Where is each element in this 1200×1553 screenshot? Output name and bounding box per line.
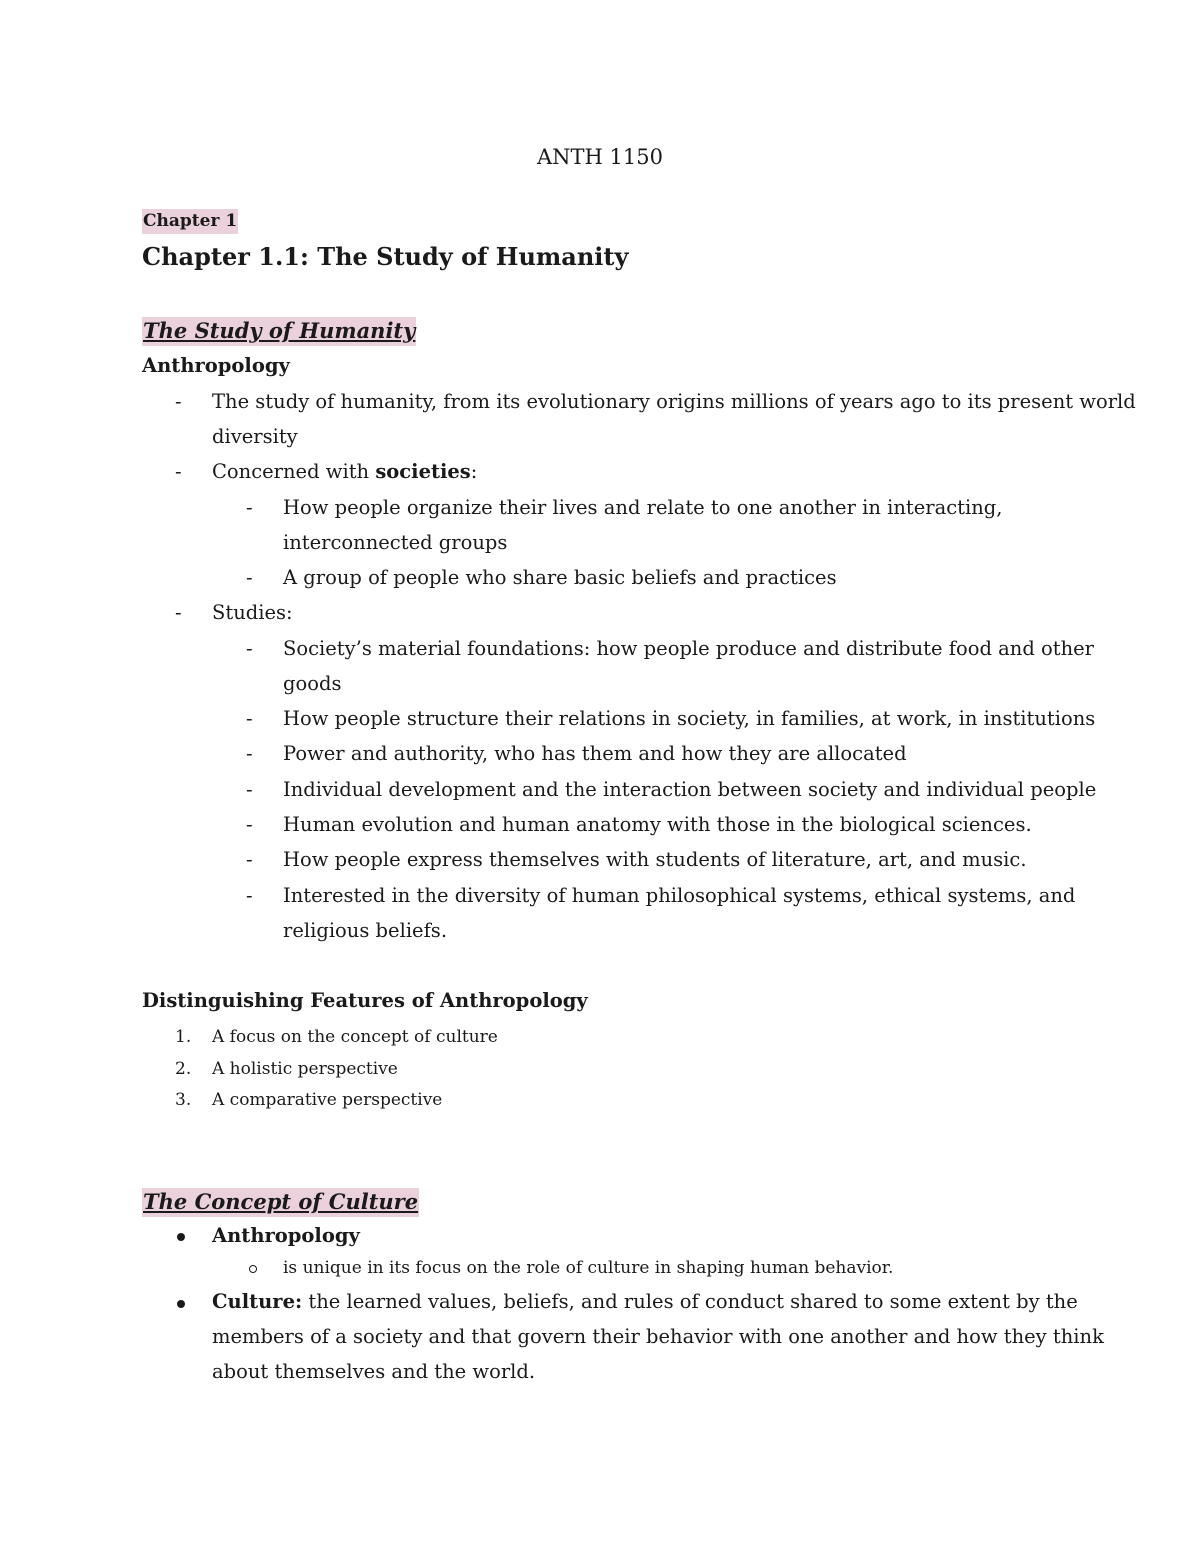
list-number: 2. bbox=[175, 1059, 192, 1079]
section-heading-concept-of-culture: The Concept of Culture bbox=[142, 1188, 419, 1217]
dash-bullet: - bbox=[175, 390, 182, 413]
section-heading-study-of-humanity: The Study of Humanity bbox=[142, 317, 416, 346]
feature-item: A comparative perspective bbox=[212, 1090, 443, 1110]
feature-item: A focus on the concept of culture bbox=[212, 1027, 498, 1047]
bullet-ring-icon bbox=[249, 1265, 257, 1273]
dash-bullet: - bbox=[246, 496, 253, 519]
chapter-tag: Chapter 1 bbox=[142, 209, 238, 234]
dash-bullet: - bbox=[175, 460, 182, 483]
societies-item: A group of people who share basic beliefs and practices bbox=[283, 566, 837, 589]
culture-definition-line: Culture: the learned values, beliefs, and rules of conduct shared to some extent by the bbox=[212, 1290, 1078, 1313]
studies-item: religious beliefs. bbox=[283, 919, 448, 942]
studies-item: goods bbox=[283, 672, 342, 695]
bullet-dot-icon bbox=[177, 1233, 185, 1241]
definition-line: diversity bbox=[212, 425, 298, 448]
societies-item: How people organize their lives and relate to one another in interacting, bbox=[283, 496, 1003, 519]
studies-item: Power and authority, who has them and how they are allocated bbox=[283, 742, 907, 765]
studies-item: How people structure their relations in society, in families, at work, in institutions bbox=[283, 707, 1096, 730]
dash-bullet: - bbox=[246, 566, 253, 589]
studies-item: How people express themselves with students of literature, art, and music. bbox=[283, 848, 1027, 871]
dash-bullet: - bbox=[246, 637, 253, 660]
dash-bullet: - bbox=[246, 813, 253, 836]
culture-definition-line: members of a society and that govern their behavior with one another and how they think bbox=[212, 1325, 1104, 1348]
chapter-heading: Chapter 1.1: The Study of Humanity bbox=[142, 242, 629, 271]
dash-bullet: - bbox=[246, 884, 253, 907]
list-number: 1. bbox=[175, 1027, 192, 1047]
dash-bullet: - bbox=[246, 778, 253, 801]
studies-item: Human evolution and human anatomy with those in the biological sciences. bbox=[283, 813, 1032, 836]
definition-line: The study of humanity, from its evolutionary origins millions of years ago to its present world bbox=[212, 390, 1136, 413]
feature-item: A holistic perspective bbox=[212, 1059, 398, 1079]
dash-bullet: - bbox=[246, 848, 253, 871]
studies-item: Interested in the diversity of human philosophical systems, ethical systems, and bbox=[283, 884, 1076, 907]
dash-bullet: - bbox=[246, 707, 253, 730]
concerned-with-line: Concerned with societies: bbox=[212, 460, 478, 483]
studies-item: Society’s material foundations: how people produce and distribute food and other bbox=[283, 637, 1094, 660]
bullet-anthropology-label: Anthropology bbox=[212, 1224, 360, 1247]
societies-item: interconnected groups bbox=[283, 531, 508, 554]
studies-label: Studies: bbox=[212, 601, 293, 624]
course-title: ANTH 1150 bbox=[537, 145, 663, 169]
culture-definition-line: about themselves and the world. bbox=[212, 1360, 536, 1383]
subheading-anthropology: Anthropology bbox=[142, 354, 290, 377]
dash-bullet: - bbox=[175, 601, 182, 624]
studies-item: Individual development and the interaction between society and individual people bbox=[283, 778, 1097, 801]
bullet-dot-icon bbox=[177, 1300, 185, 1308]
list-number: 3. bbox=[175, 1090, 192, 1110]
features-heading: Distinguishing Features of Anthropology bbox=[142, 989, 588, 1012]
anthropology-sub-item: is unique in its focus on the role of culture in shaping human behavior. bbox=[283, 1258, 894, 1278]
dash-bullet: - bbox=[246, 742, 253, 765]
